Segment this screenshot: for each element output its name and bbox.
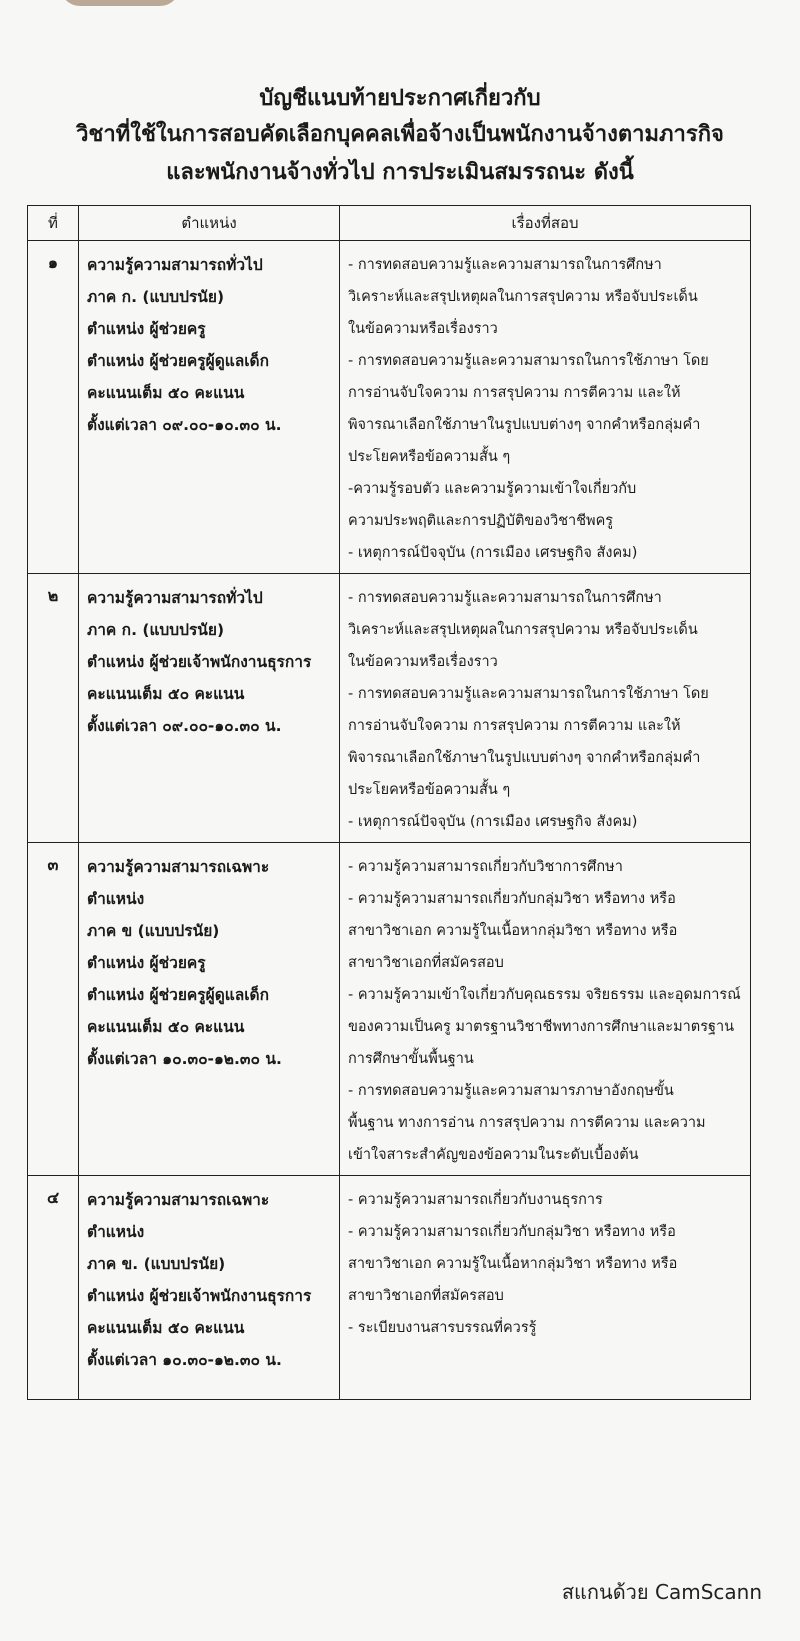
topic-line: พิจารณาเลือกใช้ภาษาในรูปแบบต่างๆ จากคำหรือกลุ่มคำ <box>348 750 701 766</box>
topic-line: ความประพฤติและการปฏิบัติของวิชาชีพครู <box>348 513 614 529</box>
camscanner-watermark: สแกนด้วย CamScann <box>561 1580 762 1604</box>
topic-line: - การทดสอบความรู้และความสามารถในการศึกษา <box>348 257 662 273</box>
position-line: ตำแหน่ง ผู้ช่วยเจ้าพนักงานธุรการ <box>87 653 312 671</box>
topic-line: วิเคราะห์และสรุปเหตุผลในการสรุปความ หรือจับประเด็น <box>348 289 698 305</box>
topic-line: - การทดสอบความรู้และความสามารถในการใช้ภาษา โดย <box>348 353 709 369</box>
topic-line: - การทดสอบความรู้และความสามารถในการใช้ภาษา โดย <box>348 686 709 702</box>
position-line: คะแนนเต็ม ๕๐ คะแนน <box>87 384 245 402</box>
topics-cell <box>340 241 751 574</box>
topic-line: วิเคราะห์และสรุปเหตุผลในการสรุปความ หรือจับประเด็น <box>348 622 698 638</box>
topic-line: การอ่านจับใจความ การสรุปความ การตีความ และให้ <box>348 385 681 401</box>
topic-line: - ความรู้ความสามารถเกี่ยวกับงานธุรการ <box>348 1192 603 1208</box>
position-line: ตำแหน่ง ผู้ช่วยครู <box>87 320 206 338</box>
position-cell <box>79 574 340 843</box>
topic-line: สาขาวิชาเอกที่สมัครสอบ <box>348 955 504 971</box>
position-cell <box>79 843 340 1176</box>
topic-line: ในข้อความหรือเรื่องราว <box>348 321 498 337</box>
topic-line: - การทดสอบความรู้และความสามารภาษาอังกฤษขั้น <box>348 1083 674 1099</box>
document-title-line-3: และพนักงานจ้างทั่วไป การประเมินสมรรถนะ ดังนี้ <box>166 160 634 185</box>
position-line: คะแนนเต็ม ๕๐ คะแนน <box>87 1319 245 1337</box>
position-line: ความรู้ความสามารถทั่วไป <box>87 589 263 607</box>
position-line: ตำแหน่ง <box>87 1223 145 1241</box>
topic-line: - ความรู้ความสามารถเกี่ยวกับกลุ่มวิชา หรือทาง หรือ <box>348 1224 676 1240</box>
table-header-row <box>28 206 751 241</box>
topic-line: สาขาวิชาเอก ความรู้ในเนื้อหากลุ่มวิชา หรือทาง หรือ <box>348 923 678 939</box>
document-title-line-1: บัญชีแนบท้ายประกาศเกี่ยวกับ <box>259 86 541 111</box>
position-line: ความรู้ความสามารถเฉพาะ <box>87 858 270 876</box>
position-line: ภาค ก. (แบบปรนัย) <box>87 621 225 639</box>
topic-line: การศึกษาขั้นพื้นฐาน <box>348 1051 474 1067</box>
position-cell <box>79 241 340 574</box>
position-line: ภาค ก. (แบบปรนัย) <box>87 288 225 306</box>
position-line: ตำแหน่ง ผู้ช่วยครู <box>87 954 206 972</box>
document-title-line-2: วิชาที่ใช้ในการสอบคัดเลือกบุคคลเพื่อจ้างเป็นพนักงานจ้างตามภารกิจ <box>76 122 724 147</box>
topic-line: - เหตุการณ์ปัจจุบัน (การเมือง เศรษฐกิจ สังคม) <box>348 545 638 561</box>
topics-cell <box>340 1176 751 1400</box>
topic-line: - ระเบียบงานสารบรรณที่ควรรู้ <box>348 1320 537 1336</box>
topic-line: สาขาวิชาเอกที่สมัครสอบ <box>348 1288 504 1304</box>
header-position: ตำแหน่ง <box>79 206 340 241</box>
topic-line: - การทดสอบความรู้และความสามารถในการศึกษา <box>348 590 662 606</box>
position-line: คะแนนเต็ม ๕๐ คะแนน <box>87 685 245 703</box>
topic-line: - เหตุการณ์ปัจจุบัน (การเมือง เศรษฐกิจ สังคม) <box>348 814 638 830</box>
position-line: ภาค ข (แบบปรนัย) <box>87 922 220 940</box>
table-row <box>28 843 751 1176</box>
position-line: ตำแหน่ง ผู้ช่วยครูผู้ดูแลเด็ก <box>87 352 270 370</box>
topic-line: พื้นฐาน ทางการอ่าน การสรุปความ การตีความ และความ <box>348 1115 706 1131</box>
topic-line: สาขาวิชาเอก ความรู้ในเนื้อหากลุ่มวิชา หรือทาง หรือ <box>348 1256 678 1272</box>
position-line: คะแนนเต็ม ๕๐ คะแนน <box>87 1018 245 1036</box>
topic-line: ของความเป็นครู มาตรฐานวิชาชีพทางการศึกษาและมาตรฐาน <box>348 1019 735 1035</box>
topic-line: ประโยคหรือข้อความสั้น ๆ <box>348 449 511 465</box>
topic-line: - ความรู้ความสามารถเกี่ยวกับวิชาการศึกษา <box>348 859 623 875</box>
position-line: ตั้งแต่เวลา ๑๐.๓๐-๑๒.๓๐ น. <box>87 1050 282 1068</box>
topic-line: ประโยคหรือข้อความสั้น ๆ <box>348 782 511 798</box>
topic-line: การอ่านจับใจความ การสรุปความ การตีความ และให้ <box>348 718 681 734</box>
table-row <box>28 1176 751 1400</box>
position-line: ตั้งแต่เวลา ๐๙.๐๐-๑๐.๓๐ น. <box>87 416 282 434</box>
header-no: ที่ <box>28 206 79 241</box>
topic-line: - ความรู้ความเข้าใจเกี่ยวกับคุณธรรม จริยธรรม และอุดมการณ์ <box>348 987 741 1003</box>
topic-line: เข้าใจสาระสำคัญของข้อความในระดับเบื้องต้น <box>348 1147 639 1163</box>
topic-line: -ความรู้รอบตัว และความรู้ความเข้าใจเกี่ยวกับ <box>348 481 637 497</box>
topic-line: - ความรู้ความสามารถเกี่ยวกับกลุ่มวิชา หรือทาง หรือ <box>348 891 676 907</box>
topic-line: ในข้อความหรือเรื่องราว <box>348 654 498 670</box>
position-line: ตำแหน่ง ผู้ช่วยเจ้าพนักงานธุรการ <box>87 1287 312 1305</box>
header-topics: เรื่องที่สอบ <box>340 206 751 241</box>
table-row <box>28 574 751 843</box>
topics-cell <box>340 574 751 843</box>
position-line: ตั้งแต่เวลา ๑๐.๓๐-๑๒.๓๐ น. <box>87 1351 282 1369</box>
table-row <box>28 241 751 574</box>
position-line: ตำแหน่ง <box>87 890 145 908</box>
position-cell <box>79 1176 340 1400</box>
position-line: ตั้งแต่เวลา ๐๙.๐๐-๑๐.๓๐ น. <box>87 717 282 735</box>
row-number: ๔ <box>28 1176 79 1400</box>
position-line: ภาค ข. (แบบปรนัย) <box>87 1255 226 1273</box>
topic-line: พิจารณาเลือกใช้ภาษาในรูปแบบต่างๆ จากคำหรือกลุ่มคำ <box>348 417 701 433</box>
position-line: ความรู้ความสามารถทั่วไป <box>87 256 263 274</box>
row-number: ๑ <box>28 241 79 574</box>
row-number: ๓ <box>28 843 79 1176</box>
position-line: ตำแหน่ง ผู้ช่วยครูผู้ดูแลเด็ก <box>87 986 270 1004</box>
position-line: ความรู้ความสามารถเฉพาะ <box>87 1191 270 1209</box>
seal-fragment <box>60 0 180 6</box>
topics-cell <box>340 843 751 1176</box>
exam-subjects-table <box>27 205 751 1400</box>
row-number: ๒ <box>28 574 79 843</box>
